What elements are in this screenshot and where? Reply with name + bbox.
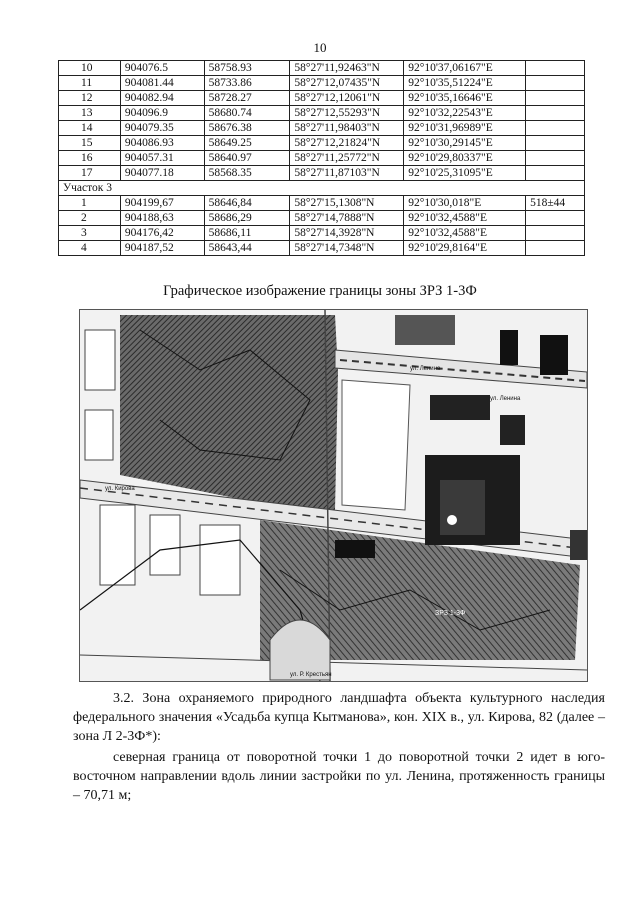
zone-map	[79, 309, 588, 682]
table-cell: 92°10'29,80337"E	[404, 151, 526, 166]
table-cell	[526, 151, 585, 166]
table-cell: 58°27'11,25772"N	[290, 151, 404, 166]
table-cell: 92°10'35,51224"E	[404, 76, 526, 91]
table-row	[59, 226, 585, 241]
zone-label: ЗРЗ 1-3Ф	[435, 610, 466, 617]
table-row	[59, 136, 585, 151]
table-cell: 58°27'12,21824"N	[290, 136, 404, 151]
table-cell: 58640.97	[204, 151, 290, 166]
table-cell: 58°27'15,1308"N	[290, 196, 404, 211]
table-cell: 58°27'14,7888"N	[290, 211, 404, 226]
table-cell: 92°10'37,06167"E	[404, 61, 526, 76]
table-cell: 58°27'12,55293"N	[290, 106, 404, 121]
table-cell: 58°27'12,12061"N	[290, 91, 404, 106]
table-cell: 58°27'11,87103"N	[290, 166, 404, 181]
table-cell: 16	[59, 151, 121, 166]
table-row	[59, 106, 585, 121]
table-cell: 11	[59, 76, 121, 91]
table-cell: 58°27'11,98403"N	[290, 121, 404, 136]
table-cell: 92°10'30,018"E	[404, 196, 526, 211]
table-cell: 3	[59, 226, 121, 241]
table-cell: 518±44	[526, 196, 585, 211]
table-row	[59, 61, 585, 76]
table-cell: 58°27'14,7348"N	[290, 241, 404, 256]
table-cell: 92°10'31,96989"E	[404, 121, 526, 136]
section-label: Участок 3	[59, 181, 585, 196]
table-cell	[526, 121, 585, 136]
table-cell: 58°27'14,3928"N	[290, 226, 404, 241]
table-section-row	[59, 181, 585, 196]
table-cell: 92°10'32,4588"E	[404, 226, 526, 241]
table-cell: 904096.9	[120, 106, 204, 121]
table-cell	[526, 76, 585, 91]
table-cell: 904057.31	[120, 151, 204, 166]
table-cell	[526, 91, 585, 106]
table-row	[59, 76, 585, 91]
table-cell: 58686,29	[204, 211, 290, 226]
table-cell: 904086.93	[120, 136, 204, 151]
table-cell: 904188,63	[120, 211, 204, 226]
table-cell: 4	[59, 241, 121, 256]
table-cell: 904176,42	[120, 226, 204, 241]
table-cell: 58686,11	[204, 226, 290, 241]
table-cell: 15	[59, 136, 121, 151]
table-row	[59, 91, 585, 106]
table-cell: 58°27'12,07435"N	[290, 76, 404, 91]
table-cell: 14	[59, 121, 121, 136]
page-number: 10	[313, 40, 327, 55]
table-cell: 2	[59, 211, 121, 226]
street-label: ул. Р. Крестьян	[290, 672, 332, 678]
table-cell: 58728.27	[204, 91, 290, 106]
table-cell: 58643,44	[204, 241, 290, 256]
hatched-zone-north	[120, 315, 338, 510]
table-cell	[526, 211, 585, 226]
street-label: ул. Ленина	[410, 366, 441, 372]
map-title: Графическое изображение границы зоны ЗРЗ 1-3Ф	[163, 283, 477, 299]
table-cell: 92°10'30,29145"E	[404, 136, 526, 151]
table-row	[59, 211, 585, 226]
table-row	[59, 166, 585, 181]
table-cell	[526, 166, 585, 181]
table-row	[59, 196, 585, 211]
table-cell: 92°10'29,8164"E	[404, 241, 526, 256]
table-cell: 92°10'32,4588"E	[404, 211, 526, 226]
building	[430, 395, 490, 420]
street-label: ул. Кирова	[105, 486, 135, 492]
table-cell: 12	[59, 91, 121, 106]
table-cell: 904076.5	[120, 61, 204, 76]
table-cell	[526, 136, 585, 151]
paragraph-zone-description: 3.2. Зона охраняемого природного ландшафта объекта культурного наследия федерального значения «Усадьба купца Кытманова», кон. XIX в., ул. Кирова, 82 (далее – зона Л 2-3Ф*):	[73, 691, 605, 744]
table-cell: 13	[59, 106, 121, 121]
table-cell: 58680.74	[204, 106, 290, 121]
table-cell: 58°27'11,92463"N	[290, 61, 404, 76]
table-cell: 58676.38	[204, 121, 290, 136]
table-cell: 58568.35	[204, 166, 290, 181]
table-cell: 904081.44	[120, 76, 204, 91]
table-cell: 904082.94	[120, 91, 204, 106]
table-row	[59, 151, 585, 166]
table-cell: 904199,67	[120, 196, 204, 211]
table-cell: 1	[59, 196, 121, 211]
table-row	[59, 241, 585, 256]
table-cell	[526, 241, 585, 256]
paragraph-north-boundary: северная граница от поворотной точки 1 до поворотной точки 2 идет в юго-восточном направлении вдоль линии застройки по ул. Ленина, протяженность границы – 70,71 м;	[73, 750, 605, 803]
table-cell: 58646,84	[204, 196, 290, 211]
table-cell: 92°10'32,22543"E	[404, 106, 526, 121]
table-cell	[526, 226, 585, 241]
table-cell: 58733.86	[204, 76, 290, 91]
table-cell: 92°10'25,31095"E	[404, 166, 526, 181]
table-cell	[526, 61, 585, 76]
table-cell: 58758.93	[204, 61, 290, 76]
coordinates-table	[58, 60, 585, 256]
table-cell: 904077.18	[120, 166, 204, 181]
table-cell: 58649.25	[204, 136, 290, 151]
table-row	[59, 121, 585, 136]
table-cell: 904079.35	[120, 121, 204, 136]
table-cell: 17	[59, 166, 121, 181]
table-cell: 92°10'35,16646"E	[404, 91, 526, 106]
table-cell: 10	[59, 61, 121, 76]
table-cell	[526, 106, 585, 121]
street-label: ул. Ленина	[490, 396, 521, 402]
table-cell: 904187,52	[120, 241, 204, 256]
